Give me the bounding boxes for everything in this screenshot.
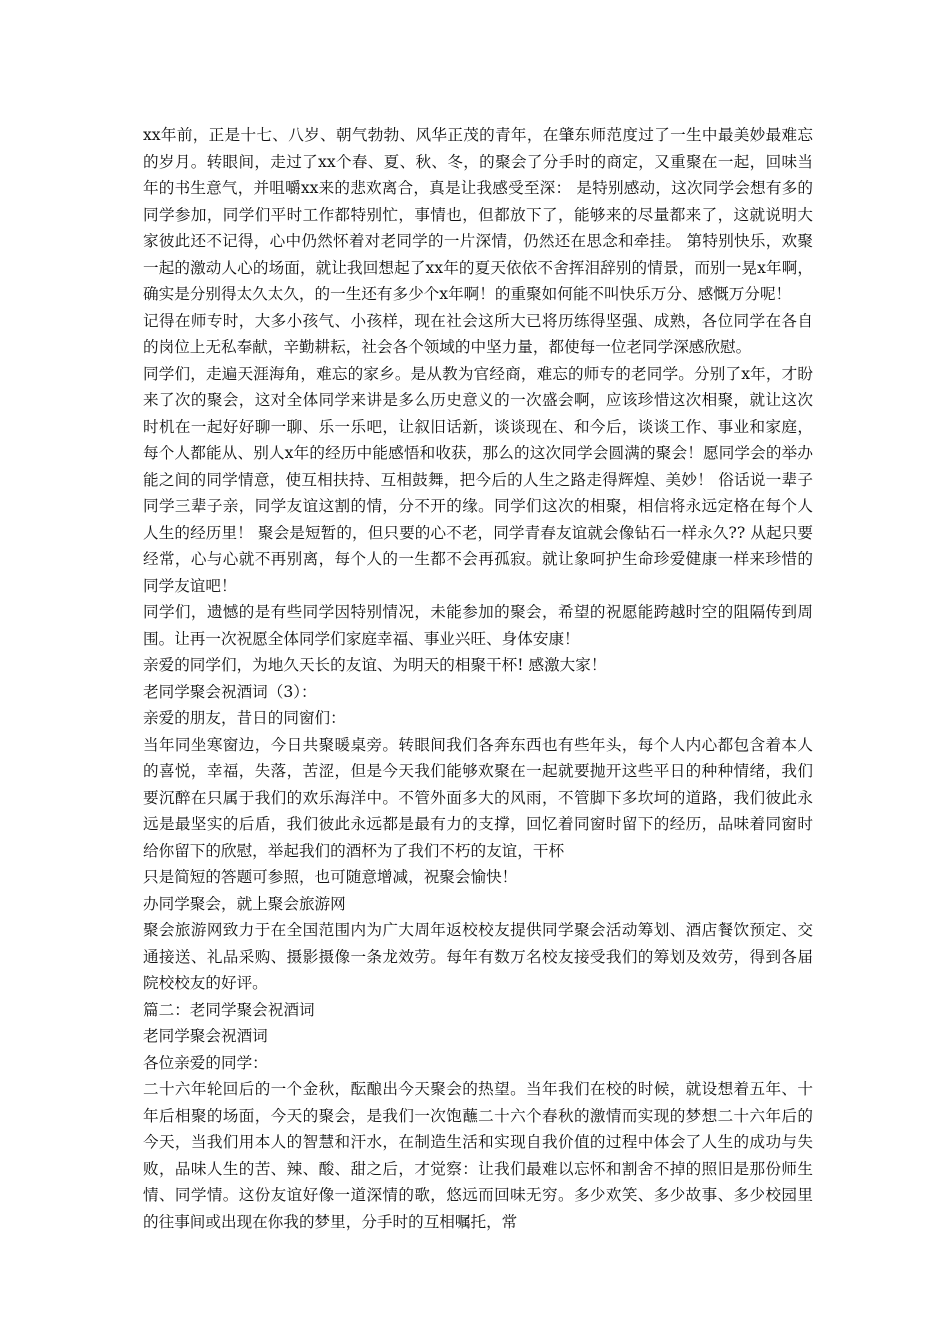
paragraph-cold-window: 当年同坐寒窗边，今日共聚暖桌旁。转眼间我们各奔东西也有些年头，每个人内心都包含着本人的喜悦，幸福，失落，苦涩，但是今天我们能够欢聚在一起就要抛开这些平日的种种情绪，我们要沉醉在只属于我们的欢乐海洋中。不管外面多大的风雨，不管脚下多坎坷的道路，我们彼此永远是最坚实的后盾，我们彼此永远都是最有力的支撑，回忆着同窗时留下的经历，品味着同窗时给你留下的欣慰，举起我们的酒杯为了我们不朽的友谊，干杯 xyxy=(143,735,813,860)
document-page xyxy=(143,122,813,1235)
paragraph-travel-site-description: 聚会旅游网致力于在全国范围内为广大周年返校校友提供同学聚会活动筹划、酒店餐饮预定、交通接送、礼品采购、摄影摄像一条龙效劳。每年有数万名校友接受我们的筹划及效劳，得到各届院校校友的好评。 xyxy=(143,921,813,992)
chapter-heading-part-two: 篇二：老同学聚会祝酒词 xyxy=(143,1000,315,1019)
paragraph-reunion-memories: xx年前，正是十七、八岁、朝气勃勃、风华正茂的青年，在肇东师范度过了一生中最美妙最难忘的岁月。转眼间，走过了xx个春、夏、秋、冬，的聚会了分手时的商定，又重聚在一起，回味当年的书生意气，并咀嚼xx来的悲欢离合，真是让我感受至深： 是特别感动，这次同学会想有多的同学参加，同学们平时工作都特别忙，事情也，但都放下了，能够来的尽量都来了，这就说明大家彼此还不记得，心中仍然怀着对老同学的一片深情，仍然还在思念和牵挂。 第特别快乐，欢聚一起的激动人心的场面，就让我回想起了xx年的夏天依依不舍挥泪辞别的情景，而别一晃x年啊，确实是分别得太久太久，的一生还有多少个x年啊！的重聚如何能不叫快乐万分、感慨万分呢！ xyxy=(143,126,813,303)
paragraph-normal-school-days: 记得在师专时，大多小孩气、小孩样，现在社会这所大已将历练得坚强、成熟，各位同学在各自的岗位上无私奉献，辛勤耕耘，社会各个领域的中坚力量，都使每一位老同学深感欣慰。 xyxy=(143,311,813,356)
paragraph-absent-classmates: 同学们，遗憾的是有些同学因特别情况，未能参加的聚会，希望的祝愿能跨越时空的阻隔传到周围。让再一次祝愿全体同学们家庭幸福、事业兴旺、身体安康！ xyxy=(143,603,813,648)
paragraph-short-answer-note: 只是简短的答题可参照，也可随意增减，祝聚会愉快！ xyxy=(143,868,518,886)
salutation-dear-friends: 亲爱的朋友，昔日的同窗们： xyxy=(143,709,346,727)
paragraph-twenty-six-years: 二十六年轮回后的一个金秋，酝酿出今天聚会的热望。当年我们在校的时候，就设想着五年、十年后相聚的场面，今天的聚会，是我们一次饱蘸二十六个春秋的激情而实现的梦想二十六年后的今天，当我们用本人的智慧和汗水，在制造生活和实现自我价值的过程中体会了人生的成功与失败，品味人生的苦、辣、酸、甜之后，才觉察：让我们最难以忘怀和割舍不掉的照旧是那份师生情、同学情。这份友谊好像一道深情的歌，悠远而回味无穷。多少欢笑、多少故事、多少校园里的往事间或出现在你我的梦里，分手时的互相嘱托，常 xyxy=(143,1080,813,1231)
section-heading-toast-3: 老同学聚会祝酒词（3）： xyxy=(143,682,317,701)
salutation-dear-classmates: 各位亲爱的同学： xyxy=(143,1053,268,1072)
paragraph-classmates-friendship: 同学们，走遍天涯海角，难忘的家乡。是从教为官经商，难忘的师专的老同学。分别了x年，才盼来了次的聚会，这对全体同学来讲是多么历史意义的一次盛会啊，应该珍惜这次相聚，就让这次时机在一起好好聊一聊、乐一乐吧，让叙旧话新，谈谈现在、和今后，谈谈工作、事业和家庭，每个人都能从、别人x年的经历中能感悟和收获，那么的这次同学会圆满的聚会！愿同学会的举办能之间的同学情意，使互相扶持、互相鼓舞，把今后的人生之路走得辉煌、美妙！ 俗话说一辈子同学三辈子亲，同学友谊这割的情，分不开的缘。同学们这次的相聚，相信将永远定格在每个人人生的经历里！ 聚会是短暂的，但只要的心不老，同学青春友谊就会像钻石一样永久?? 从起只要经常，心与心就不再别离，每个人的一生都不会再孤寂。就让象呵护生命珍爱健康一样来珍惜的同学友谊吧！ xyxy=(143,364,813,595)
section-title-toast-speech: 老同学聚会祝酒词 xyxy=(143,1027,268,1045)
paragraph-toast-thanks: 亲爱的同学们，为地久天长的友谊、为明天的相聚干杯! 感激大家！ xyxy=(143,656,607,674)
paragraph-travel-site-title: 办同学聚会，就上聚会旅游网 xyxy=(143,894,346,913)
